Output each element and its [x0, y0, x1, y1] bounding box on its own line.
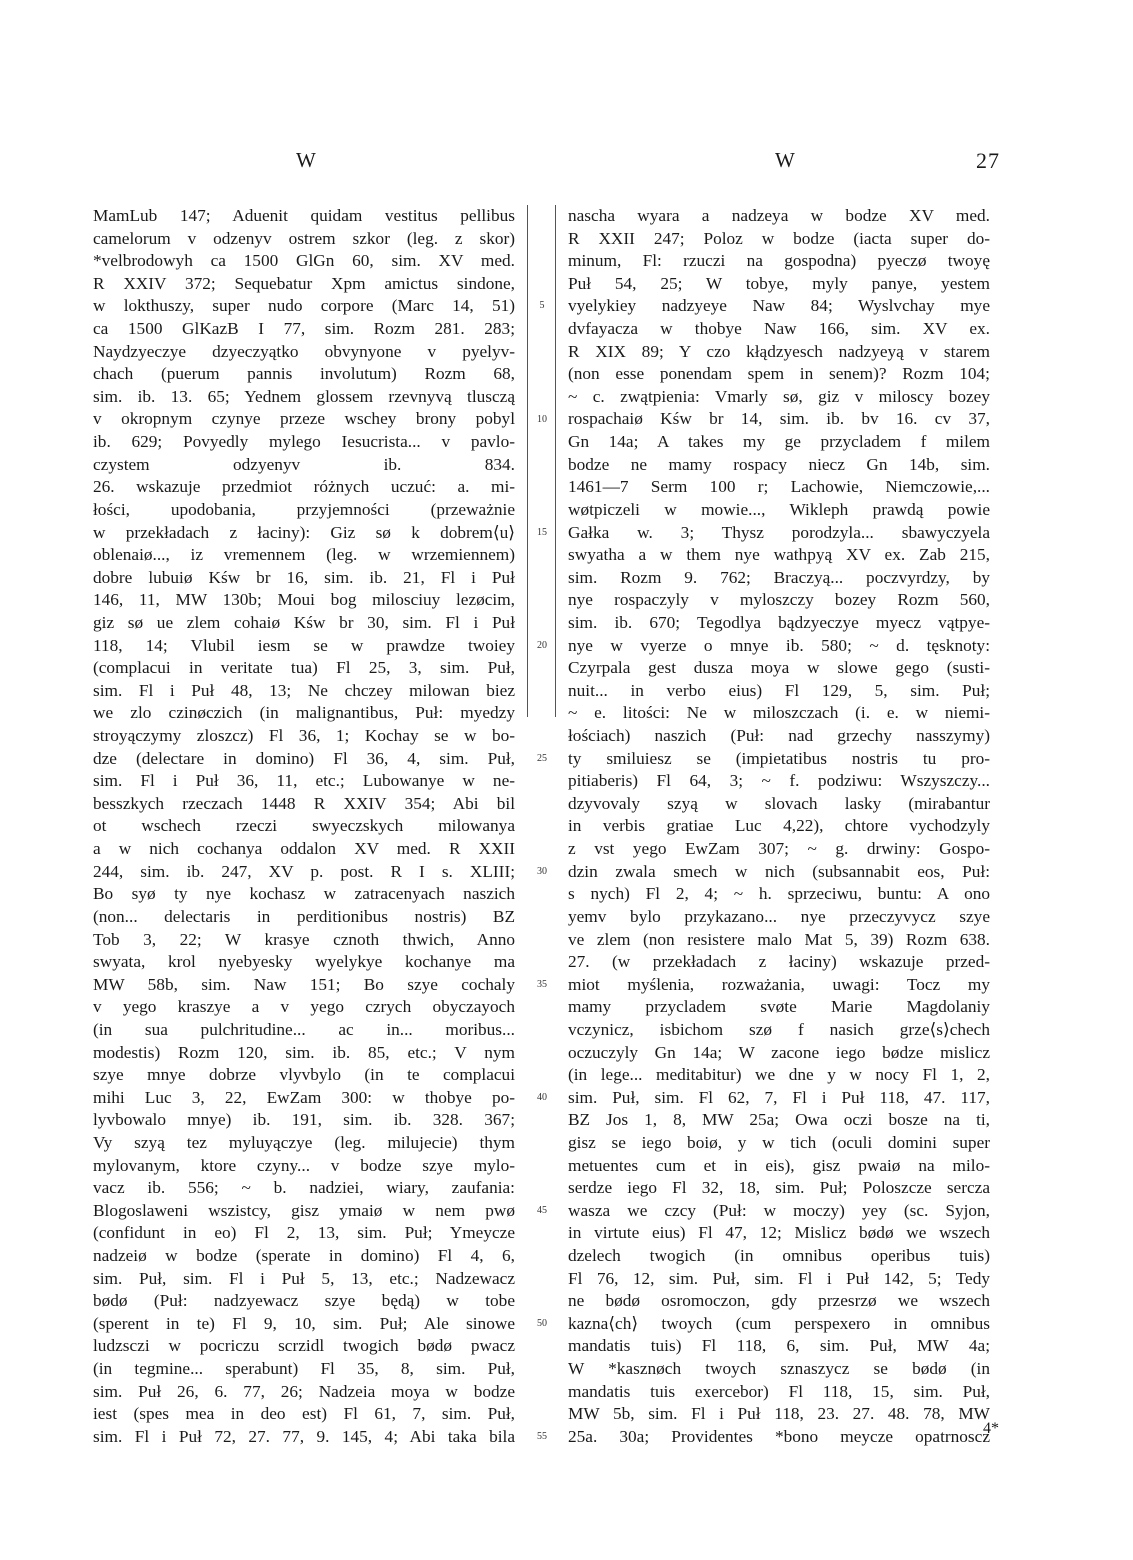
text-line: R XXII 247; Poloz w bodze (iacta super do-: [568, 228, 990, 248]
text-line: gisz se iego boiø, y w tich (oculi domini super: [568, 1132, 990, 1152]
text-line: sim. ib. 670; Tegodlya bądzyeczye myecz vątpye-: [568, 612, 990, 632]
text-line: stroyączymy zloszcz) Fl 36, 1; Kochay se w bo-: [93, 726, 515, 746]
text-line: bødø (Puł: nadzyewacz szye będą) w tobe: [93, 1291, 515, 1311]
text-line: MamLub 147; Aduenit quidam vestitus pellibus: [93, 206, 515, 225]
line-number: 55: [537, 1431, 547, 1443]
text-line: giz sø ue zlem cohaiø Kśw br 30, sim. Fl i Puł: [93, 612, 515, 632]
text-line: 244, sim. ib. 247, XV p. post. R I s. XLIII;: [93, 861, 515, 881]
text-line: miot myślenia, rozważania, uwagi: Tocz my: [568, 974, 990, 994]
text-line: szye mnye dobrze vlyvbylo (in te complacui: [93, 1065, 515, 1085]
text-line: ca 1500 GlKazB I 77, sim. Rozm 281. 283;: [93, 319, 515, 339]
text-line: Bo syø ty nye kochasz w zatracenyach naszich: [93, 884, 515, 904]
text-line: sim. Puł, sim. Fl 62, 7, Fl i Puł 118, 47. 117,: [568, 1087, 990, 1107]
running-head-left: W: [296, 148, 317, 172]
text-line: ty smiluiesz se (impietatibus nostris tu pro-: [568, 748, 990, 768]
line-number: 30: [537, 865, 547, 877]
line-number: 10: [537, 413, 547, 425]
text-line: kazna⟨ch⟩ twoych (cum perspexero in omnibus: [568, 1313, 990, 1333]
text-line: nye rospaczyly v myloszczy bozey Rozm 560,: [568, 590, 990, 610]
line-number: 25: [537, 752, 547, 764]
text-line: lyvbowalo mnye) ib. 191, sim. ib. 328. 367;: [93, 1110, 515, 1130]
column-rule-left: [527, 205, 528, 717]
text-line: vczynicz, isbichom szø f nasich grze⟨s⟩chech: [568, 1019, 990, 1039]
text-line: MW 58b, sim. Naw 151; Bo szye cochaly: [93, 974, 515, 994]
text-line: we zlo czinøczich (in malignantibus, Puł: myedzy: [93, 703, 515, 723]
text-line: ot wschech rzeczi swyeczskych milowanya: [93, 816, 515, 836]
line-number: 20: [537, 639, 547, 651]
text-line: v okropnym czynye przeze wschey brony pobyl: [93, 409, 515, 429]
text-line: besszkych rzeczach 1448 R XXIV 354; Abi bil: [93, 793, 515, 813]
text-line: swyatha a w them nye wathpyą XV ex. Zab 215,: [568, 545, 990, 565]
text-line: BZ Jos 1, 8, MW 25a; Owa oczi bosze na ti,: [568, 1110, 990, 1130]
text-line: nuit... in verbo eius) Fl 129, 5, sim. Puł;: [568, 680, 990, 700]
text-line: metuentes cum et in eis), gisz pwaiø na milo-: [568, 1155, 990, 1175]
text-line: (complacui in veritate tua) Fl 25, 3, sim. Puł,: [93, 658, 515, 678]
text-line: nadzeiø w bodze (sperate in domino) Fl 4, 6,: [93, 1246, 515, 1266]
line-number: 35: [537, 979, 547, 991]
text-line: vyelykiey nadzyeye Naw 84; Wyslvchay mye: [568, 296, 990, 316]
text-line: modestis) Rozm 120, sim. ib. 85, etc.; V nym: [93, 1042, 515, 1062]
text-line: wøtpiczeli w mowie..., Wikleph prawdą powie: [568, 499, 990, 519]
text-line: dze (delectare in domino) Fl 36, 4, sim. Puł,: [93, 748, 515, 768]
text-line: sim. ib. 13. 65; Yednem glossem rzevnyvą tlusczą: [93, 386, 515, 406]
text-line: mamy przycladem svøte Marie Magdolaniy: [568, 997, 990, 1017]
text-line: chach (puerum pannis involutum) Rozm 68,: [93, 364, 515, 384]
text-line: dobre lubuiø Kśw br 16, sim. ib. 21, Fl i Puł: [93, 567, 515, 587]
text-line: (sperent in te) Fl 9, 10, sim. Puł; Ale sinowe: [93, 1313, 515, 1333]
text-line: Gałka w. 3; Thysz porodzyla... sbawyczyela: [568, 522, 990, 542]
text-line: dvfayacza w thobye Naw 166, sim. XV ex.: [568, 319, 990, 339]
text-line: 1461—7 Serm 100 r; Lachowie, Niemczowie,...: [568, 477, 990, 497]
text-line: (non... delectaris in perditionibus nostris) BZ: [93, 906, 515, 926]
text-line: Czyrpala gest dusza moya w slowe gego (susti-: [568, 658, 990, 678]
text-line: łościach) naszich (Puł: nad grzechy nasszymy): [568, 726, 990, 746]
text-line: nye w vyerze o mnye ib. 580; ~ d. tęsknoty:: [568, 635, 990, 655]
text-line: yemv bylo przykazano... nye przeczyvycz szye: [568, 906, 990, 926]
line-number: 50: [537, 1318, 547, 1330]
text-line: v yego kraszye a v yego czrych obyczayoch: [93, 997, 515, 1017]
text-line: W *kasznøch twoych sznaszycz se bødø (in: [568, 1359, 990, 1379]
text-line: Tob 3, 22; W krasye cznoth thwich, Anno: [93, 929, 515, 949]
text-line: z vst yego EwZam 307; ~ g. drwiny: Gospo-: [568, 839, 990, 859]
text-line: rospachaiø Kśw br 14, sim. ib. bv 16. cv 37,: [568, 409, 990, 429]
text-line: bodze ne mamy rospacy niecz Gn 14b, sim.: [568, 454, 990, 474]
text-line: (in lege... meditabitur) we dne y w nocy Fl 1, 2,: [568, 1065, 990, 1085]
text-line: w lokthuszy, super nudo corpore (Marc 14, 51): [93, 296, 515, 316]
text-line: Naydzyeczye dzyeczyątko obvynyone v pyelyv-: [93, 341, 515, 361]
text-line: swyata, krol nyebyesky wyelykye kochanye ma: [93, 952, 515, 972]
text-line: pitiaberis) Fl 64, 3; ~ f. podziwu: Wszyszczy...: [568, 771, 990, 791]
text-line: mylovanym, ktore czyny... v bodze szye mylo-: [93, 1155, 515, 1175]
text-line: (in sua pulchritudine... ac in... moribus...: [93, 1019, 515, 1039]
text-line: R XXIV 372; Sequebatur Xpm amictus sindone,: [93, 273, 515, 293]
text-line: Blogoslaweni wszistcy, gisz ymaiø w nem pwø: [93, 1200, 515, 1220]
text-line: mandatis tuis) Fl 118, 6, sim. Puł, MW 4a;: [568, 1336, 990, 1356]
text-line: oczuczyly Gn 14a; W zacone iego bødze mislicz: [568, 1042, 990, 1062]
text-line: (confidunt in eo) Fl 2, 13, sim. Puł; Ymeycze: [93, 1223, 515, 1243]
page-number: 27: [976, 148, 1000, 173]
text-line: ludzsczi w pocriczu scrzidl twogich bødø pwacz: [93, 1336, 515, 1356]
line-number: 15: [537, 526, 547, 538]
line-number: 45: [537, 1205, 547, 1217]
text-line: serdze iego Fl 32, 18, sim. Puł; Poloszcze sercza: [568, 1178, 990, 1198]
text-line: minum, Fl: rzuczi na gospodna) pyeczø twoyę: [568, 251, 990, 271]
text-line: wasza we czcy (Puł: w moczy) yey (sc. Syjon,: [568, 1200, 990, 1220]
column-rule-right: [555, 205, 556, 717]
text-line: s nych) Fl 2, 4; ~ h. sprzeciwu, buntu: A ono: [568, 884, 990, 904]
text-line: dzin zwala smech w nich (subsannabit eos, Puł:: [568, 861, 990, 881]
text-line: MW 5b, sim. Fl i Puł 118, 23. 27. 48. 78, MW: [568, 1404, 990, 1424]
text-line: sim. Puł, sim. Fl i Puł 5, 13, etc.; Nadzewacz: [93, 1268, 515, 1288]
running-head-right: W: [775, 148, 796, 172]
text-line: sim. Rozm 9. 762; Braczyą... poczvyrdzy, by: [568, 567, 990, 587]
text-line: czystem odzyenyv ib. 834.: [93, 454, 515, 474]
text-line: mihi Luc 3, 22, EwZam 300: w thobye po-: [93, 1087, 515, 1107]
text-line: 146, 11, MW 130b; Moui bog milosciuy lezøcim,: [93, 590, 515, 610]
text-line: nascha wyara a nadzeya w bodze XV med.: [568, 206, 990, 225]
text-line: w przekładach z łaciny): Giz sø k dobrem⟨u⟩: [93, 522, 515, 542]
text-line: łości, upodobania, przyjemności (przeważnie: [93, 499, 515, 519]
text-line: dzyvovaly szyą w slovach lasky (mirabantur: [568, 793, 990, 813]
text-line: ve zlem (non resistere malo Mat 5, 39) Rozm 638.: [568, 929, 990, 949]
text-line: *velbrodowyh ca 1500 GlGn 60, sim. XV med.: [93, 251, 515, 271]
text-line: 26. wskazuje przedmiot różnych uczuć: a. mi-: [93, 477, 515, 497]
text-line: in virtute eius) Fl 47, 12; Mislicz bødø we wszech: [568, 1223, 990, 1243]
text-line: ne bødø osromoczon, gdy przesrzø we wszech: [568, 1291, 990, 1311]
text-line: mandatis tuis exercebor) Fl 118, 15, sim. Puł,: [568, 1381, 990, 1401]
text-line: camelorum v odzenyv ostrem szkor (leg. z skor): [93, 228, 515, 248]
text-line: (non esse ponendam spem in senem)? Rozm 104;: [568, 364, 990, 384]
text-line: 27. (w przekładach z łaciny) wskazuje przed-: [568, 952, 990, 972]
text-line: oblenaiø..., iz vremennem (leg. w wrzemiennem): [93, 545, 515, 565]
left-column: [93, 205, 515, 1449]
text-line: in verbis gratiae Luc 4,22), chtore vychodzyly: [568, 816, 990, 836]
right-column: [568, 205, 990, 1449]
text-line: vacz ib. 556; ~ b. nadziei, wiary, zaufania:: [93, 1178, 515, 1198]
text-line: a w nich cochanya oddalon XV med. R XXII: [93, 839, 515, 859]
line-number: 5: [539, 300, 545, 312]
line-number: 40: [537, 1092, 547, 1104]
text-line: Gn 14a; A takes my ge przycladem f milem: [568, 432, 990, 452]
text-line: ~ c. zwątpienia: Vmarly sø, giz v miloscy bozey: [568, 386, 990, 406]
text-line: sim. Puł 26, 6. 77, 26; Nadzeia moya w bodze: [93, 1381, 515, 1401]
text-line: 118, 14; Vlubil iesm se w prawdze twoiey: [93, 635, 515, 655]
text-line: ~ e. litości: Ne w miloszczach (i. e. w niemi-: [568, 703, 990, 723]
text-line: Fl 76, 12, sim. Puł, sim. Fl i Puł 142, 5; Tedy: [568, 1268, 990, 1288]
text-line: R XIX 89; Y czo kłądzyesch nadzyeyą v starem: [568, 341, 990, 361]
text-line: sim. Fl i Puł 72, 27. 77, 9. 145, 4; Abi taka bila: [93, 1426, 515, 1446]
text-line: 25a. 30a; Providentes *bono meycze opatrnoscz: [568, 1426, 990, 1446]
text-line: sim. Fl i Puł 36, 11, etc.; Lubowanye w ne-: [93, 771, 515, 791]
text-line: Vy szyą tez myluyączye (leg. milujecie) thym: [93, 1132, 515, 1152]
signature-mark: 4*: [983, 1420, 999, 1437]
text-line: ib. 629; Povyedly mylego Iesucrista... v pavlo-: [93, 432, 515, 452]
text-line: dzelech twogich (in omnibus operibus tuis): [568, 1246, 990, 1266]
text-line: Puł 54, 25; W tobye, myly panye, yestem: [568, 273, 990, 293]
text-line: (in tegmine... sperabunt) Fl 35, 8, sim. Puł,: [93, 1359, 515, 1379]
text-line: iest (spes mea in deo est) Fl 61, 7, sim. Puł,: [93, 1404, 515, 1424]
text-line: sim. Fl i Puł 48, 13; Ne chczey milowan biez: [93, 680, 515, 700]
